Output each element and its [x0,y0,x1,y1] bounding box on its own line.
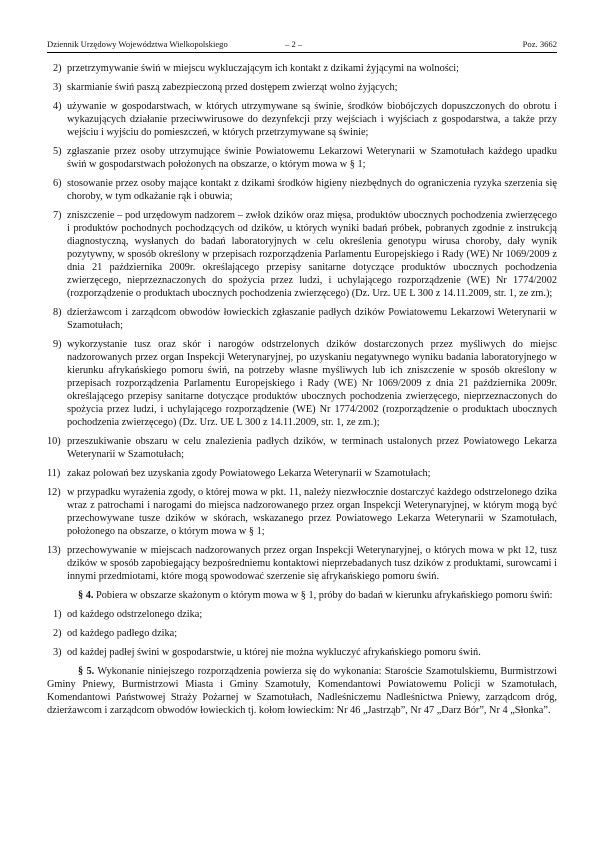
list-item: 3) skarmianie świń paszą zabezpieczoną przed dostępem zwierząt wolno żyjących; [53,82,398,93]
page-header [47,38,557,53]
section-label: § 5. [78,666,95,677]
list-item: 7) zniszczenie – pod urzędowym nadzorem – zwłok dzików oraz mięsa, produktów ubocznych pochodzenia zwierzęcego i produktów pochodnych pochodzących od dzików, u których wyniki badań próbek, pobranych zgodnie z instrukcją diagnostyczną, wysłanych do badań laboratoryjnych w celu określenia genotypu wirusa choroby, dały wynik pozytywny, w sposób określony w przepisach rozporządzenia Parlamentu Europejskiego i Rady (WE) Nr 1069/2009 z dnia 21 października 2009r. określającego przepisy sanitarne dotyczące produktów ubocznych pochodzenia zwierzęcego, nieprzeznaczonych do spożycia przez ludzi, i uchylającego rozporządzenie (WE) Nr 1774/2002 (rozporządzenie o produktach ubocznych pochodzenia zwierzęcego) (Dz. Urz. UE L 300 z 14.11.2009, str. 1, ze zm.); [53,210,557,299]
page-number: – 2 – [285,39,303,49]
list-item: 6) stosowanie przez osoby mające kontakt z dzikami środków higieny niezbędnych do ograniczenia ryzyka szerzenia się choroby, w tym odkażanie rąk i obuwia; [53,178,557,202]
list-item: 13) przechowywanie w miejscach nadzorowanych przez organ Inspekcji Weterynaryjnej, o których mowa w pkt 12, tusz dzików w sposób zapobiegający bezpośredniemu kontaktowi nieprzebadanych tusz dzików z produktami, surowcami i innymi przedmiotami, które mogą spowodować szerzenie się afrykańskiego pomoru świń. [47,545,557,582]
section-4: § 4. Pobiera w obszarze skażonym o którym mowa w § 1, próby do badań w kierunku afrykańskiego pomoru świń: [78,590,553,601]
list-item: 2) od każdego padłego dzika; [53,628,178,639]
list-item: 5) zgłaszanie przez osoby utrzymujące świnie Powiatowemu Lekarzowi Weterynarii w Szamotułach każdego upadku świń w gospodarstwach położonych na obszarze, o którym mowa w § 1; [53,146,557,170]
section-5: § 5. Wykonanie niniejszego rozporządzenia powierza się do wykonania: Staroście Szamotulskiemu, Burmistrzowi Gminy Pniewy, Burmistrzowi Miasta i Gminy Szamotuły, Komendantowi Powiatowemu Policji w Szamotułach, Komendantowi Państwowej Straży Pożarnej w Szamotułach, Nadleśniczemu Nadleśnictwa Pniewy, zarządcom dróg, dzierżawcom i zarządcom obwodów łowieckich tj. kołom łowieckim: Nr 46 „Jastrząb”, Nr 47 „Darz Bór”, Nr 4 „Słonka”. [47,666,557,716]
list-item: 8) dzierżawcom i zarządcom obwodów łowieckich zgłaszanie padłych dzików Powiatowemu Lekarzowi Weterynarii w Szamotułach; [53,307,557,331]
list-item: 10) przeszukiwanie obszaru w celu znalezienia padłych dzików, w terminach ustalonych przez Powiatowego Lekarza Weterynarii w Szamotułach; [47,436,557,460]
list-item: 11) zakaz polowań bez uzyskania zgody Powiatowego Lekarza Weterynarii w Szamotułach; [47,468,431,479]
list-item: 1) od każdego odstrzelonego dzika; [53,609,203,620]
journal-title: Dziennik Urzędowy Województwa Wielkopolskiego [47,39,228,49]
document-page [47,38,557,723]
document-body [47,53,557,717]
position-number: Poz. 3662 [522,39,557,49]
list-item: 3) od każdej padłej świni w gospodarstwie, u której nie można wykluczyć afrykańskiego pomoru świń. [53,647,481,658]
list-item: 9) wykorzystanie tusz oraz skór i narogów odstrzelonych dzików dostarczonych przez myśliwych do miejsc nadzorowanych przez organ Inspekcji Weterynaryjnej, po uzyskaniu negatywnego wyniku badania laboratoryjnego w kierunku afrykańskiego pomoru świń, na potrzeby własne myśliwych lub ich zniszczenie w sposób określony w przepisach rozporządzenia Parlamentu Europejskiego i Rady (WE) Nr 1069/2009 z dnia 21 października 2009r. określającego przepisy sanitarne dotyczące produktów ubocznych pochodzenia zwierzęcego, nieprzeznaczonych do spożycia przez ludzi, i uchylającego rozporządzenie (WE) Nr 1774/2002 (rozporządzenie o produktach ubocznych pochodzenia zwierzęcego) (Dz. Urz. UE L 300 z 14.11.2009, str. 1, ze zm.); [53,339,557,428]
list-item: 2) przetrzymywanie świń w miejscu wykluczającym ich kontakt z dzikami żyjącymi na wolności; [53,63,460,74]
section-label: § 4. [78,590,94,601]
list-item: 4) używanie w gospodarstwach, w których utrzymywane są świnie, środków biobójczych dopuszczonych do obrotu i wykazujących działanie przeciwwirusowe do dezynfekcji przy wejściach i wyjściach z gospodarstwa, a także przy wejściu i wyjściu do pomieszczeń, w których przetrzymywane są świnie; [53,101,557,138]
list-item: 12) w przypadku wyrażenia zgody, o której mowa w pkt. 11, należy niezwłocznie dostarczyć każdego odstrzelonego dzika wraz z patrochami i narogami do miejsca nadzorowanego przez organ Inspekcji Weterynaryjnej, w którym mogą być przechowywane tusze dzików w skórach, wskazanego przez Powiatowego Lekarza Weterynarii w Szamotułach, położonego na obszarze, o którym mowa w § 1; [47,487,557,537]
